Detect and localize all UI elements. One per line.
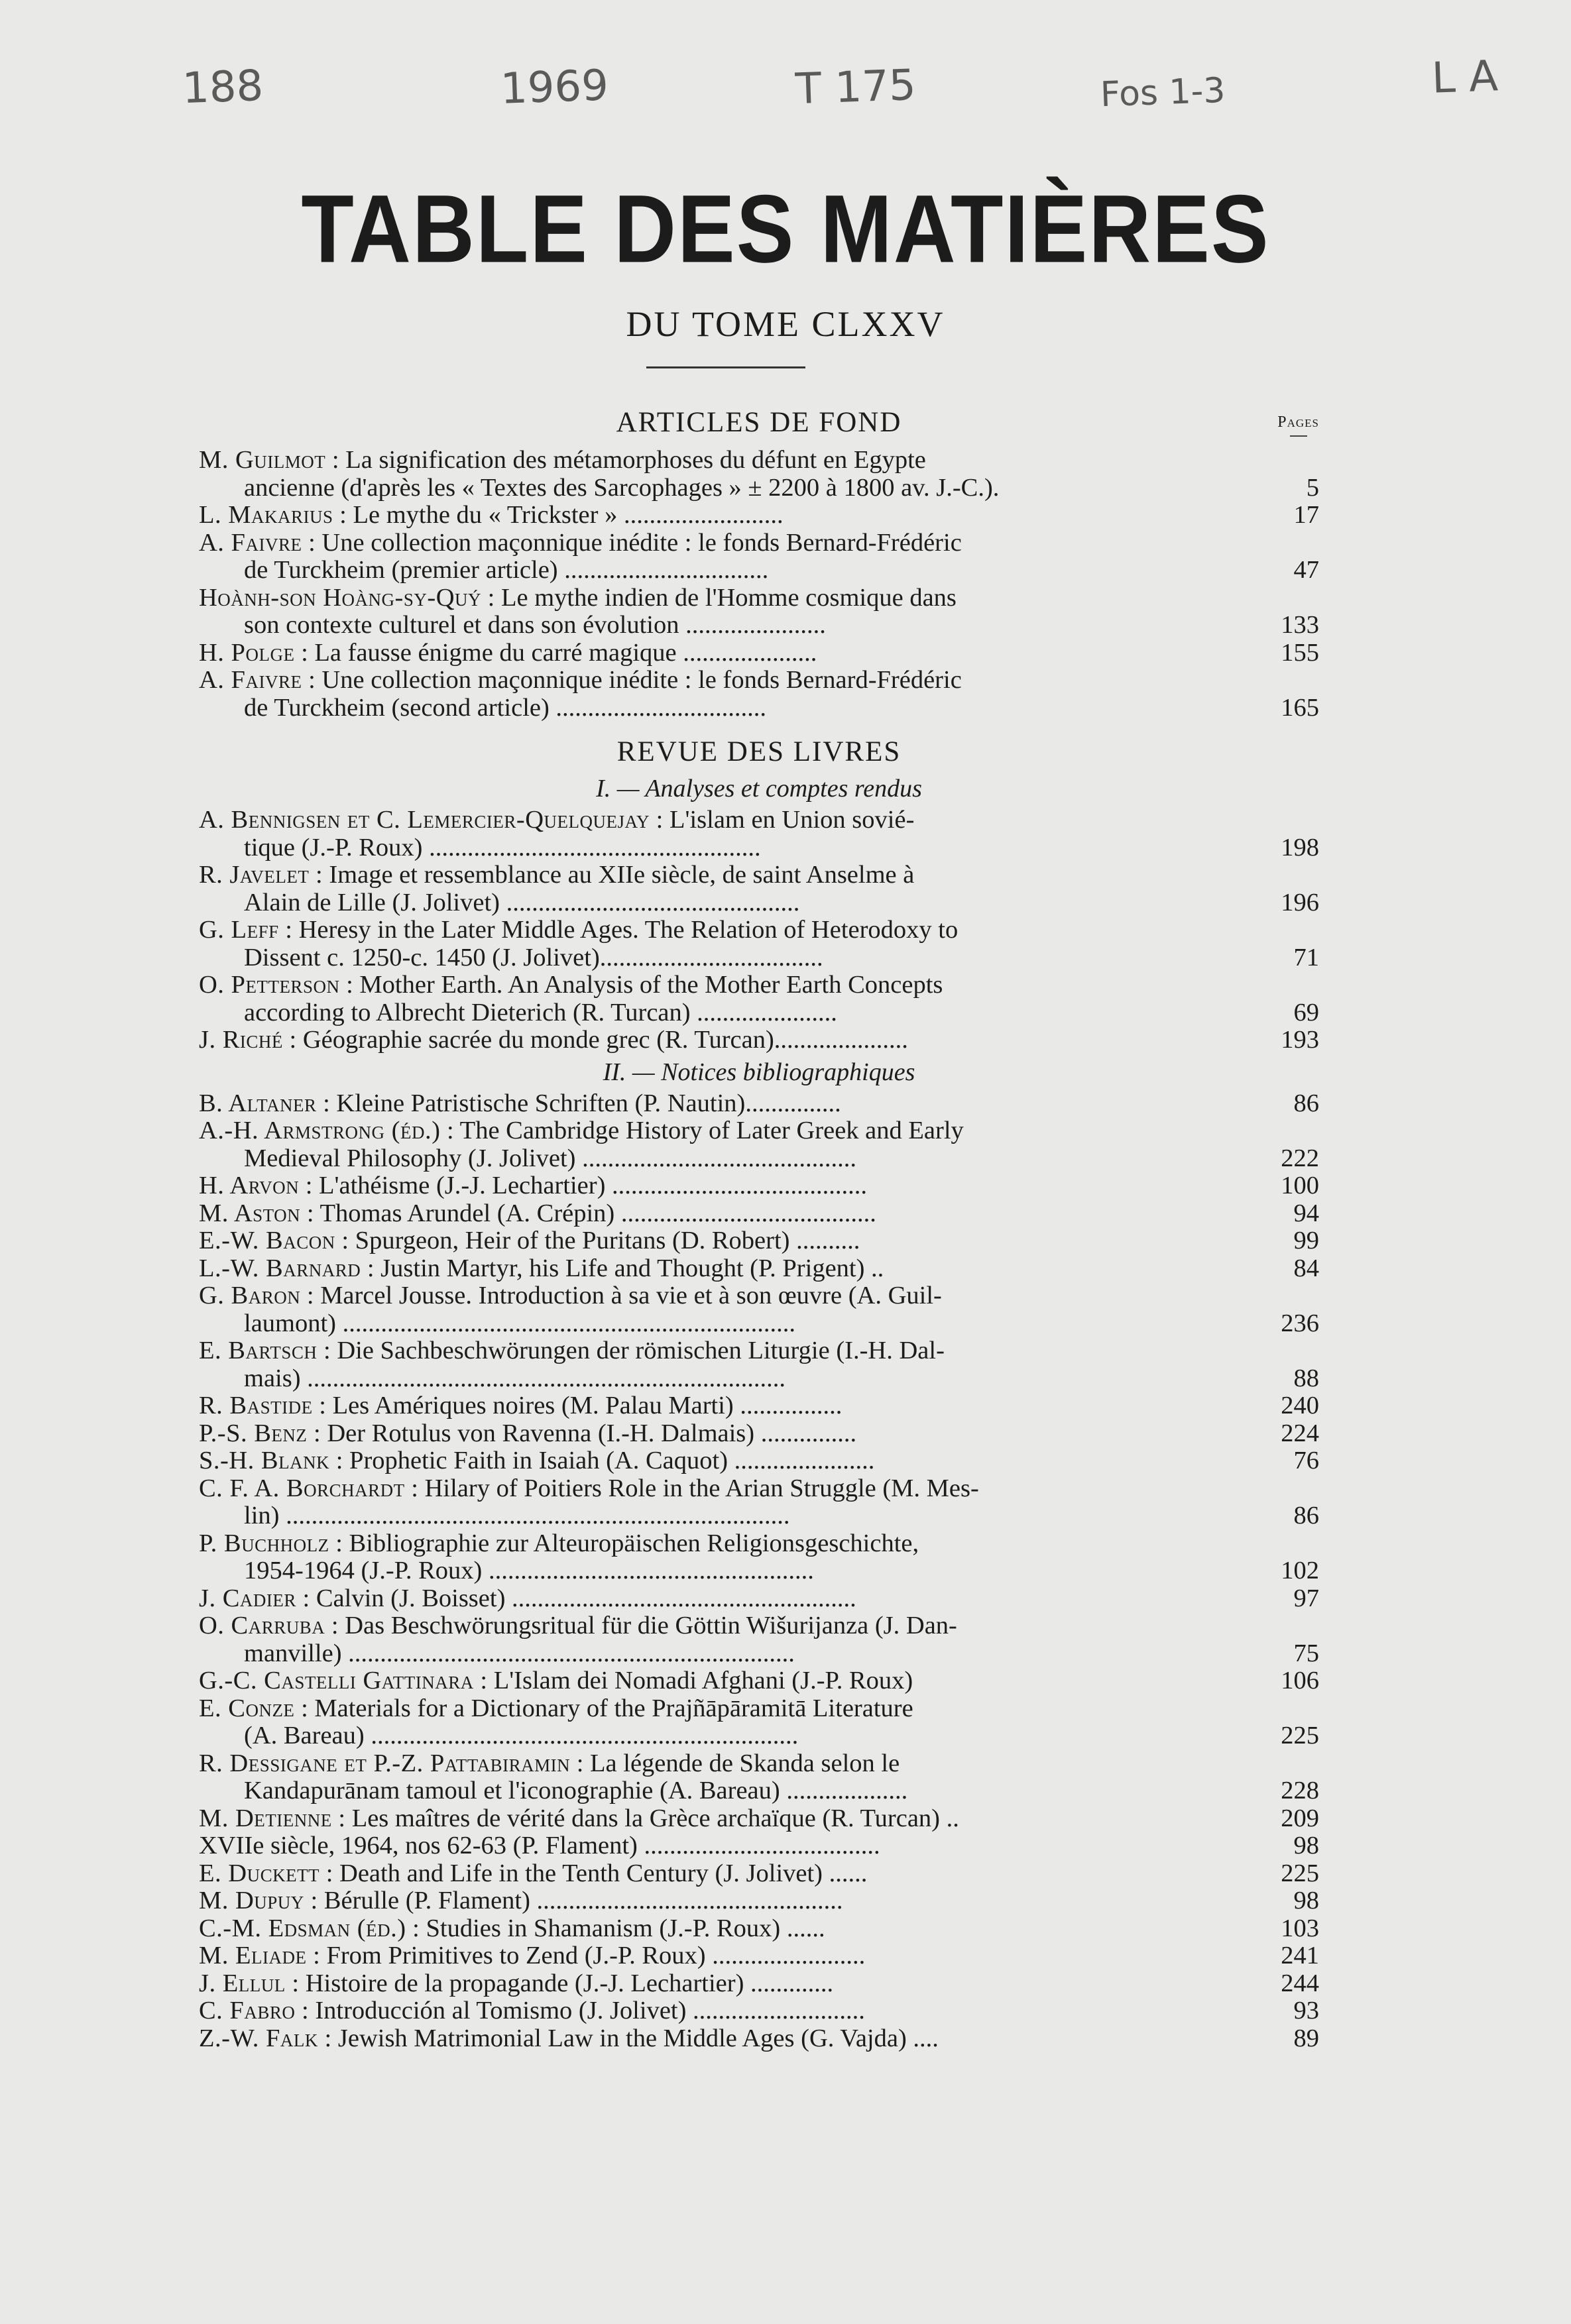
entry-line: G.-C. Castelli Gattinara : L'Islam dei Nomadi Afghani (J.-P. Roux) (199, 1667, 913, 1694)
entry-title: From Primitives to Zend (J.-P. Roux) ........................ (326, 1942, 866, 1969)
entry-title: Prophetic Faith in Isaiah (A. Caquot) ...................... (349, 1447, 875, 1474)
toc-entry (199, 971, 1319, 1026)
handwritten-note: 188 (181, 61, 264, 114)
entry-title: Le mythe du « Trickster » ......................... (353, 501, 784, 529)
entry-text (199, 667, 1246, 722)
entry-author: O. Petterson (199, 971, 340, 999)
page-number: 241 (1281, 1942, 1319, 1969)
toc-entry (199, 1090, 1319, 1118)
entry-title: according to Albrecht Dieterich (R. Turcan) ...................... (244, 998, 837, 1026)
entry-line: J. Riché : Géographie sacrée du monde grec (R. Turcan)..................... (199, 1026, 908, 1054)
entry-text (199, 1915, 1246, 1943)
entry-line (199, 1777, 1226, 1805)
entry-text (199, 1090, 1246, 1118)
entry-text (199, 1447, 1246, 1475)
toc-entry (199, 1805, 1319, 1833)
page-number: 225 (1281, 1722, 1319, 1749)
page-title: TABLE DES MATIÈRES (301, 174, 1270, 283)
section-heading-articles: ARTICLES DE FOND (616, 407, 902, 438)
toc-entry (199, 639, 1319, 667)
entry-line: S.-H. Blank : Prophetic Faith in Isaiah (A. Caquot) ...................... (199, 1447, 875, 1474)
entry-title: manville) ...................................................................... (244, 1639, 795, 1667)
entry-title: L'athéisme (J.-J. Lechartier) ........................................ (319, 1172, 868, 1199)
entry-title: ancienne (d'après les « Textes des Sarcophages » ± 2200 à 1800 av. J.-C.). (244, 473, 1000, 502)
toc-entry (199, 1026, 1319, 1054)
entry-text (199, 1942, 1246, 1970)
page-number: 133 (1281, 611, 1319, 639)
page-number: 244 (1281, 1969, 1319, 1997)
entry-title: Introducción al Tomismo (J. Jolivet) ........................... (315, 1997, 865, 2024)
entry-title: son contexte culturel et dans son évolution ...................... (244, 611, 826, 639)
entry-author: R. Javelet (199, 861, 310, 889)
toc-entry (199, 1750, 1319, 1805)
toc-entry (199, 1420, 1319, 1448)
entry-author: J. Ellul (199, 1969, 286, 1997)
entry-author: E. Duckett (199, 1859, 320, 1887)
toc-entry (199, 584, 1319, 639)
entry-text (199, 1392, 1246, 1420)
page-number: 225 (1281, 1859, 1319, 1887)
entry-line (199, 889, 1226, 917)
entry-author: H. Arvon (199, 1172, 300, 1199)
entry-title: Death and Life in the Tenth Century (J. Jolivet) ...... (339, 1859, 868, 1887)
page-number: 5 (1306, 473, 1319, 502)
entry-title: Medieval Philosophy (J. Jolivet) ........................................... (244, 1144, 856, 1172)
entry-title: Thomas Arundel (A. Crépin) ........................................ (320, 1199, 876, 1227)
entry-line (199, 1310, 1226, 1338)
entry-line (199, 1640, 1226, 1668)
page-number: 198 (1281, 833, 1319, 861)
entry-title: Heresy in the Later Middle Ages. The Relation of Heterodoxy to (298, 916, 959, 944)
entry-title: La légende de Skanda selon le (590, 1749, 900, 1777)
entry-text (199, 1695, 1246, 1750)
entry-title: Mother Earth. An Analysis of the Mother Earth Concepts (359, 971, 943, 999)
entry-title: Materials for a Dictionary of the Prajñāpāramitā Literature (314, 1694, 913, 1722)
entry-title: laumont) ....................................................................... (244, 1309, 795, 1337)
entry-title: Dissent c. 1250-c. 1450 (J. Jolivet)................................... (244, 943, 823, 971)
pages-column-label: Pages (1277, 414, 1319, 437)
entry-text (199, 1970, 1246, 1998)
page-number: 97 (1293, 1584, 1319, 1612)
articles-list (199, 447, 1319, 722)
entry-author: M. Eliade (199, 1942, 307, 1969)
toc-entry (199, 1997, 1319, 2025)
entry-line: P. Buchholz : Bibliographie zur Alteuropäischen Religionsgeschichte, (199, 1529, 919, 1557)
entry-title: Calvin (J. Boisset) ...................................................... (316, 1584, 856, 1612)
page-number: 106 (1281, 1667, 1319, 1694)
entry-author: B. Altaner (199, 1089, 317, 1117)
page-number: 86 (1293, 1502, 1319, 1529)
entry-title: The Cambridge History of Later Greek and Early (459, 1117, 964, 1144)
page-number: 75 (1293, 1639, 1319, 1667)
entry-line (199, 944, 1226, 972)
entry-text (199, 1530, 1246, 1585)
entry-line (199, 1722, 1226, 1750)
entry-title: Image et ressemblance au XIIe siècle, de saint Anselme à (329, 861, 915, 889)
entry-author: P. Buchholz (199, 1529, 329, 1557)
toc-entry (199, 1860, 1319, 1888)
entry-line (199, 694, 1226, 722)
entry-title: Der Rotulus von Ravenna (I.-H. Dalmais) ............... (327, 1419, 857, 1447)
title-divider (646, 366, 805, 368)
page-number: 224 (1281, 1419, 1319, 1447)
entry-line: A. Faivre : Une collection maçonnique inédite : le fonds Bernard-Frédéric (199, 528, 962, 557)
entry-author: H. Polge (199, 638, 295, 667)
page-number: 88 (1293, 1364, 1319, 1392)
page-number: 69 (1293, 998, 1319, 1026)
entry-text (199, 1475, 1246, 1530)
entry-title: La signification des métamorphoses du défunt en Egypte (345, 446, 926, 474)
entry-line: B. Altaner : Kleine Patristische Schriften (P. Nautin)............... (199, 1089, 841, 1117)
entry-author: M. Aston (199, 1199, 301, 1227)
entry-line (199, 834, 1226, 862)
entry-title: Hilary of Poitiers Role in the Arian Struggle (M. Mes- (424, 1474, 979, 1502)
entry-text (199, 1667, 1246, 1695)
entry-line: C. Fabro : Introducción al Tomismo (J. Jolivet) ........................... (199, 1997, 865, 2024)
entry-title: Alain de Lille (J. Jolivet) .............................................. (244, 888, 800, 916)
toc-entry (199, 1392, 1319, 1420)
toc-entry (199, 1447, 1319, 1475)
entry-line: G. Leff : Heresy in the Later Middle Ages. The Relation of Heterodoxy to (199, 916, 959, 944)
page-number: 100 (1281, 1172, 1319, 1199)
page-number: 94 (1293, 1199, 1319, 1227)
entry-line: A.-H. Armstrong (éd.) : The Cambridge History of Later Greek and Early (199, 1117, 964, 1144)
entry-line: G. Baron : Marcel Jousse. Introduction à sa vie et à son œuvre (A. Guil- (199, 1282, 942, 1309)
entry-title: de Turckheim (second article) ................................. (244, 693, 767, 722)
entry-line: M. Eliade : From Primitives to Zend (J.-P. Roux) ........................ (199, 1942, 866, 1969)
entry-line: R. Javelet : Image et ressemblance au XIIe siècle, de saint Anselme à (199, 861, 915, 889)
toc-entry (199, 1475, 1319, 1530)
entry-line: O. Carruba : Das Beschwörungsritual für die Göttin Wišurijanza (J. Dan- (199, 1612, 957, 1639)
entry-title: de Turckheim (premier article) ................................ (244, 556, 769, 584)
toc-entry (199, 1970, 1319, 1998)
entry-author: R. Dessigane et P.-Z. Pattabiramin (199, 1749, 571, 1777)
entry-text (199, 1172, 1246, 1200)
toc-entry (199, 1227, 1319, 1255)
entry-line (199, 474, 1226, 502)
handwritten-note: L A (1430, 52, 1499, 103)
page-number: 84 (1293, 1254, 1319, 1282)
entry-text (199, 1860, 1246, 1888)
entry-line: E. Duckett : Death and Life in the Tenth Century (J. Jolivet) ...... (199, 1859, 868, 1887)
entry-author: Hoành-son Hoàng-sy-Quý (199, 583, 482, 612)
entry-line: J. Cadier : Calvin (J. Boisset) ...................................................... (199, 1584, 856, 1612)
entry-line: O. Petterson : Mother Earth. An Analysis of the Mother Earth Concepts (199, 971, 943, 999)
entry-title: Jewish Matrimonial Law in the Middle Ages (G. Vajda) .... (337, 2024, 939, 2052)
entry-author: R. Bastide (199, 1392, 313, 1419)
notices-list (199, 1090, 1319, 2053)
page-number: 102 (1281, 1557, 1319, 1584)
page-number: 155 (1281, 638, 1319, 667)
entry-author: G. Baron (199, 1282, 301, 1309)
page-number: 222 (1281, 1144, 1319, 1172)
entry-text (199, 1887, 1246, 1915)
entry-title: Justin Martyr, his Life and Thought (P. Prigent) .. (380, 1254, 884, 1282)
entry-text (199, 806, 1246, 861)
entry-title: Studies in Shamanism (J.-P. Roux) ...... (426, 1914, 825, 1942)
toc-entry (199, 1530, 1319, 1585)
toc-entry (199, 1172, 1319, 1200)
page-number: 165 (1281, 693, 1319, 722)
toc-entry (199, 1117, 1319, 1172)
entry-title: mais) ........................................................................... (244, 1364, 786, 1392)
entry-line (199, 612, 1226, 639)
entry-line: Z.-W. Falk : Jewish Matrimonial Law in the Middle Ages (G. Vajda) .... (199, 2024, 939, 2052)
entry-title: La fausse énigme du carré magique ..................... (314, 638, 817, 667)
subsection-heading-notices: II. — Notices bibliographiques (603, 1058, 915, 1086)
entry-text (199, 584, 1246, 639)
entry-line: H. Arvon : L'athéisme (J.-J. Lechartier) ........................................ (199, 1172, 868, 1199)
entry-title: Une collection maçonnique inédite : le fonds Bernard-Frédéric (321, 528, 962, 557)
entry-text (199, 1227, 1246, 1255)
entry-text (199, 639, 1246, 667)
table-of-contents (199, 404, 1319, 2052)
page-number: 196 (1281, 888, 1319, 916)
entry-author: E.-W. Bacon (199, 1227, 335, 1254)
entry-line (199, 1145, 1226, 1173)
entry-line: M. Detienne : Les maîtres de vérité dans la Grèce archaïque (R. Turcan) .. (199, 1804, 959, 1832)
entry-text (199, 1585, 1246, 1613)
entry-line: E.-W. Bacon : Spurgeon, Heir of the Puritans (D. Robert) .......... (199, 1227, 860, 1254)
toc-entry (199, 1337, 1319, 1392)
entry-author: G. Leff (199, 916, 279, 944)
entry-text (199, 861, 1246, 916)
entry-author: A. Faivre (199, 528, 302, 557)
toc-entry (199, 667, 1319, 722)
subsection-heading-analyses: I. — Analyses et comptes rendus (596, 775, 922, 802)
entry-text (199, 1255, 1246, 1283)
entry-text (199, 1805, 1246, 1833)
toc-entry (199, 861, 1319, 916)
entry-title: 1954-1964 (J.-P. Roux) ................................................... (244, 1557, 814, 1584)
toc-entry (199, 1915, 1319, 1943)
entry-text (199, 1832, 1246, 1860)
page-number: 89 (1293, 2024, 1319, 2052)
entry-title: (A. Bareau) ................................................................... (244, 1722, 799, 1749)
entry-author: L.-W. Barnard (199, 1254, 361, 1282)
entry-author: O. Carruba (199, 1612, 325, 1639)
entry-line: R. Dessigane et P.-Z. Pattabiramin : La légende de Skanda selon le (199, 1749, 900, 1777)
entry-text (199, 1117, 1246, 1172)
entry-author: S.-H. Blank (199, 1447, 330, 1474)
entry-author: M. Detienne (199, 1804, 332, 1832)
entry-line: J. Ellul : Histoire de la propagande (J.-J. Lechartier) ............. (199, 1969, 834, 1997)
page-number: 209 (1281, 1804, 1319, 1832)
page-number: 98 (1293, 1887, 1319, 1914)
page-number: 193 (1281, 1026, 1319, 1054)
entry-author: C.-M. Edsman (éd.) (199, 1914, 406, 1942)
toc-entry (199, 529, 1319, 584)
entry-line: E. Conze : Materials for a Dictionary of the Prajñāpāramitā Literature (199, 1694, 913, 1722)
handwritten-note: Fos 1-3 (1100, 70, 1226, 115)
toc-entry (199, 1200, 1319, 1228)
page-number: 93 (1293, 1997, 1319, 2024)
page-number: 103 (1281, 1914, 1319, 1942)
toc-entry (199, 1585, 1319, 1613)
entry-title: Bibliographie zur Alteuropäischen Religionsgeschichte, (349, 1529, 919, 1557)
toc-entry (199, 447, 1319, 502)
toc-entry (199, 1695, 1319, 1750)
entry-text (199, 1612, 1246, 1667)
entry-text (199, 2025, 1246, 2053)
toc-entry (199, 916, 1319, 971)
handwritten-note: T 175 (794, 60, 917, 115)
entry-author: A. Faivre (199, 666, 302, 694)
entry-text (199, 447, 1246, 502)
entry-author: P.-S. Benz (199, 1419, 308, 1447)
page-number: 17 (1293, 501, 1319, 529)
entry-line: A. Faivre : Une collection maçonnique inédite : le fonds Bernard-Frédéric (199, 666, 962, 694)
toc-entry (199, 1887, 1319, 1915)
toc-entry (199, 806, 1319, 861)
entry-author: A.-H. Armstrong (éd.) (199, 1117, 441, 1144)
entry-line (199, 1365, 1226, 1393)
entry-text (199, 1282, 1246, 1337)
entry-title: Kleine Patristische Schriften (P. Nautin)............... (336, 1089, 841, 1117)
entry-author: J. Riché (199, 1026, 283, 1054)
entry-line: L. Makarius : Le mythe du « Trickster » ......................... (199, 501, 784, 529)
entry-line (199, 999, 1226, 1027)
entry-text (199, 502, 1246, 529)
entry-line (199, 1557, 1226, 1585)
entry-author: C. Fabro (199, 1997, 296, 2024)
entry-title: Le mythe indien de l'Homme cosmique dans (500, 583, 957, 612)
entry-title: Die Sachbeschwörungen der römischen Liturgie (I.-H. Dal- (337, 1337, 945, 1364)
toc-entry (199, 2025, 1319, 2053)
entry-line: R. Bastide : Les Amériques noires (M. Palau Marti) ................ (199, 1392, 843, 1419)
entry-line: Hoành-son Hoàng-sy-Quý : Le mythe indien de l'Homme cosmique dans (199, 583, 957, 612)
entry-text (199, 1026, 1246, 1054)
entry-title: Les Amériques noires (M. Palau Marti) ................ (332, 1392, 843, 1419)
entry-title: XVIIe siècle, 1964, nos 62-63 (P. Flament) ..................................... (199, 1832, 880, 1859)
entry-author: G.-C. Castelli Gattinara (199, 1667, 474, 1694)
entry-author: L. Makarius (199, 501, 333, 529)
entry-text (199, 1420, 1246, 1448)
entry-title: Bérulle (P. Flament) ................................................ (323, 1887, 843, 1914)
entry-line (199, 1502, 1226, 1530)
entry-line (199, 557, 1226, 584)
section-heading-revue: REVUE DES LIVRES (616, 736, 902, 767)
entry-author: C. F. A. Borchardt (199, 1474, 405, 1502)
toc-entry (199, 1942, 1319, 1970)
page-number: 71 (1293, 943, 1319, 971)
entry-title: Géographie sacrée du monde grec (R. Turcan)..................... (302, 1026, 908, 1054)
entry-line: L.-W. Barnard : Justin Martyr, his Life and Thought (P. Prigent) .. (199, 1254, 884, 1282)
entry-line: E. Bartsch : Die Sachbeschwörungen der römischen Liturgie (I.-H. Dal- (199, 1337, 945, 1364)
entry-line: M. Aston : Thomas Arundel (A. Crépin) ........................................ (199, 1199, 876, 1227)
entry-text (199, 1750, 1246, 1805)
entry-author: M. Guilmot (199, 446, 326, 474)
page-number: 236 (1281, 1309, 1319, 1337)
entry-title: L'islam en Union sovié- (669, 806, 915, 834)
entry-line: A. Bennigsen et C. Lemercier-Quelquejay : L'islam en Union sovié- (199, 806, 915, 834)
entry-text (199, 529, 1246, 584)
entry-text (199, 1200, 1246, 1228)
toc-entry (199, 502, 1319, 529)
entry-text (199, 971, 1246, 1026)
entry-line: M. Guilmot : La signification des métamorphoses du défunt en Egypte (199, 446, 926, 474)
entry-author: A. Bennigsen et C. Lemercier-Quelquejay (199, 806, 650, 834)
page-number: 86 (1293, 1089, 1319, 1117)
toc-entry (199, 1255, 1319, 1283)
entry-line: C. F. A. Borchardt : Hilary of Poitiers Role in the Arian Struggle (M. Mes- (199, 1474, 979, 1502)
entry-title: tique (J.-P. Roux) .................................................... (244, 833, 761, 861)
entry-author: E. Bartsch (199, 1337, 318, 1364)
entry-title: Marcel Jousse. Introduction à sa vie et à son œuvre (A. Guil- (320, 1282, 942, 1309)
entry-title: Spurgeon, Heir of the Puritans (D. Robert) .......... (355, 1227, 860, 1254)
page-subtitle: DU TOME CLXXV (626, 304, 945, 344)
analyses-list (199, 806, 1319, 1054)
toc-entry (199, 1667, 1319, 1695)
page-number: 98 (1293, 1832, 1319, 1859)
entry-text (199, 1997, 1246, 2025)
entry-title: Les maîtres de vérité dans la Grèce archaïque (R. Turcan) .. (351, 1804, 959, 1832)
entry-title: Une collection maçonnique inédite : le fonds Bernard-Frédéric (321, 666, 962, 694)
entry-title: Histoire de la propagande (J.-J. Lechartier) ............. (305, 1969, 834, 1997)
entry-author: J. Cadier (199, 1584, 296, 1612)
page-number: 99 (1293, 1227, 1319, 1254)
entry-title: Das Beschwörungsritual für die Göttin Wišurijanza (J. Dan- (345, 1612, 957, 1639)
toc-entry (199, 1282, 1319, 1337)
entry-line: H. Polge : La fausse énigme du carré magique ..................... (199, 638, 817, 667)
entry-text (199, 1337, 1246, 1392)
page-number: 228 (1281, 1777, 1319, 1804)
toc-entry (199, 1612, 1319, 1667)
handwritten-note: 1969 (499, 61, 610, 114)
entry-line (199, 1832, 1226, 1860)
toc-entry (199, 1832, 1319, 1860)
page-number: 76 (1293, 1447, 1319, 1474)
page-number: 47 (1293, 556, 1319, 584)
entry-text (199, 916, 1246, 971)
entry-line: M. Dupuy : Bérulle (P. Flament) ................................................ (199, 1887, 843, 1914)
entry-author: Z.-W. Falk (199, 2024, 318, 2052)
entry-title: lin) ............................................................................... (244, 1502, 790, 1529)
page-number: 240 (1281, 1392, 1319, 1419)
entry-title: L'Islam dei Nomadi Afghani (J.-P. Roux) (493, 1667, 913, 1694)
entry-line: C.-M. Edsman (éd.) : Studies in Shamanism (J.-P. Roux) ...... (199, 1914, 825, 1942)
entry-title: Kandapurānam tamoul et l'iconographie (A. Bareau) ................... (244, 1777, 908, 1804)
entry-line: P.-S. Benz : Der Rotulus von Ravenna (I.-H. Dalmais) ............... (199, 1419, 857, 1447)
entry-author: E. Conze (199, 1694, 295, 1722)
entry-author: M. Dupuy (199, 1887, 304, 1914)
